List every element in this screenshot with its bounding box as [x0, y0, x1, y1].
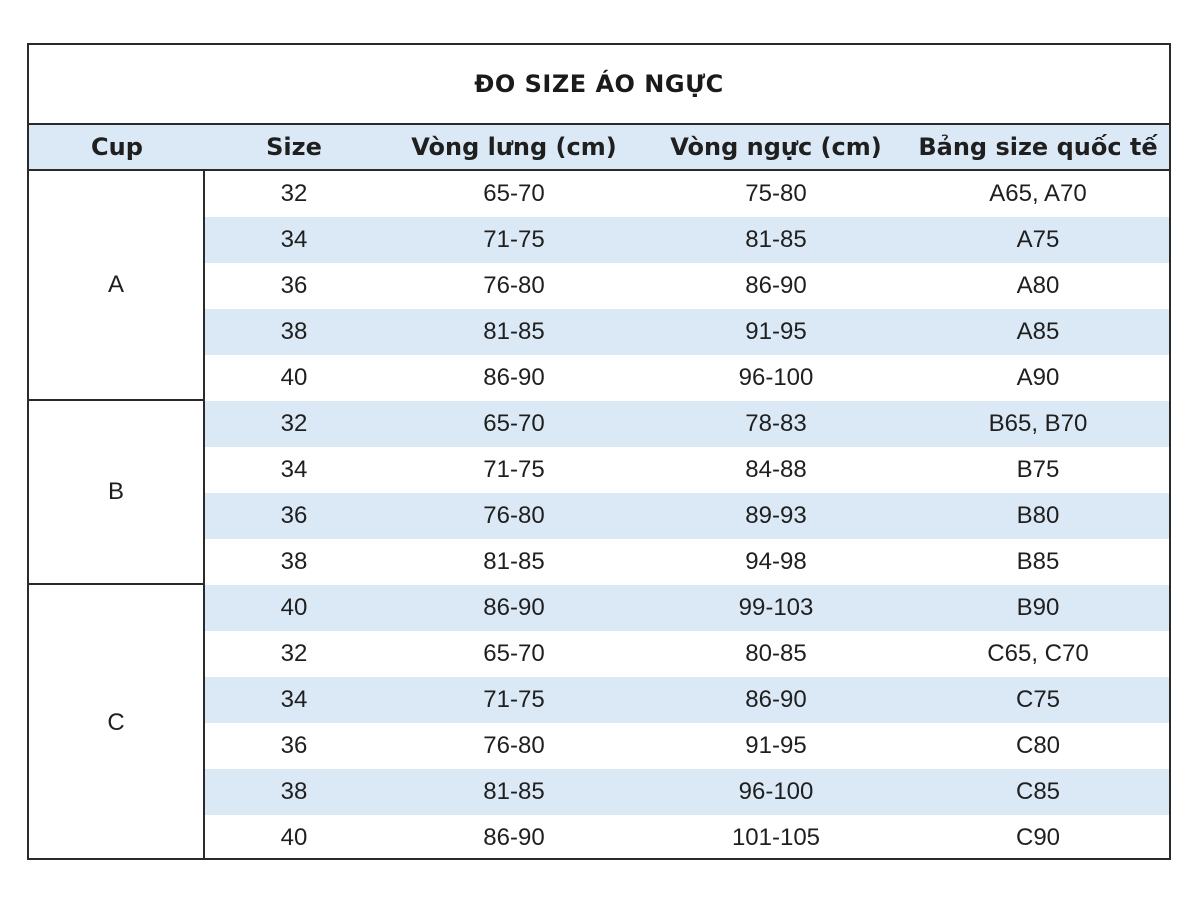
cell-size: 32	[280, 640, 308, 667]
cell-underbust: 86-90	[483, 824, 545, 851]
cell-underbust: 65-70	[483, 410, 545, 437]
cell-bust: 75-80	[745, 180, 807, 207]
header-row	[29, 125, 1169, 171]
table-row	[205, 723, 1169, 769]
cell-underbust: 86-90	[483, 364, 545, 391]
table-row	[205, 677, 1169, 723]
size-chart-table	[27, 43, 1171, 860]
cell-international-size: A65, A70	[989, 180, 1087, 207]
cell-bust: 99-103	[738, 594, 814, 621]
cell-size: 34	[280, 686, 308, 713]
cell-size: 36	[280, 502, 308, 529]
cell-international-size: A75	[1016, 226, 1060, 253]
header-cup: Cup	[91, 133, 143, 161]
cell-underbust: 65-70	[483, 640, 545, 667]
cell-size: 38	[280, 318, 308, 345]
cell-international-size: B75	[1016, 456, 1060, 483]
cell-size: 34	[280, 456, 308, 483]
cell-international-size: A85	[1016, 318, 1060, 345]
header-international-size: Bảng size quốc tế	[918, 133, 1158, 161]
cell-size: 38	[280, 778, 308, 805]
cell-underbust: 81-85	[483, 548, 545, 575]
table-row	[205, 263, 1169, 309]
cell-size: 40	[280, 594, 308, 621]
cell-underbust: 86-90	[483, 594, 545, 621]
cell-underbust: 71-75	[483, 226, 545, 253]
cell-international-size: C75	[1015, 686, 1061, 713]
cell-bust: 94-98	[745, 548, 807, 575]
cell-underbust: 81-85	[483, 778, 545, 805]
table-title: ĐO SIZE ÁO NGỰC	[29, 45, 1169, 125]
cell-size: 38	[280, 548, 308, 575]
cell-bust: 91-95	[745, 318, 807, 345]
cell-size: 36	[280, 272, 308, 299]
header-size: Size	[266, 133, 322, 161]
cell-size: 40	[280, 824, 308, 851]
cell-size: 40	[280, 364, 308, 391]
cell-international-size: C85	[1015, 778, 1061, 805]
cell-bust: 84-88	[745, 456, 807, 483]
cell-bust: 101-105	[731, 824, 821, 851]
table-row	[205, 309, 1169, 355]
table-row	[205, 815, 1169, 861]
header-underbust: Vòng lưng (cm)	[411, 133, 617, 161]
cell-international-size: A90	[1016, 364, 1060, 391]
cell-bust: 78-83	[745, 410, 807, 437]
cell-bust: 81-85	[745, 226, 807, 253]
cup-label: B	[29, 401, 205, 585]
table-row	[205, 493, 1169, 539]
table-row	[205, 539, 1169, 585]
table-row	[205, 217, 1169, 263]
table-row	[205, 769, 1169, 815]
cell-bust: 91-95	[745, 732, 807, 759]
table-row	[205, 447, 1169, 493]
cell-international-size: B80	[1016, 502, 1060, 529]
cell-bust: 96-100	[738, 364, 814, 391]
cell-underbust: 76-80	[483, 272, 545, 299]
cup-label: C	[29, 585, 205, 860]
cell-underbust: 76-80	[483, 502, 545, 529]
cell-international-size: C65, C70	[987, 640, 1089, 667]
table-row	[205, 631, 1169, 677]
cell-bust: 80-85	[745, 640, 807, 667]
cup-label: A	[29, 171, 205, 401]
table-body	[29, 171, 1169, 860]
cell-size: 32	[280, 180, 308, 207]
cell-underbust: 71-75	[483, 686, 545, 713]
cell-size: 32	[280, 410, 308, 437]
cell-underbust: 65-70	[483, 180, 545, 207]
cell-size: 34	[280, 226, 308, 253]
cell-bust: 96-100	[738, 778, 814, 805]
table-row	[205, 355, 1169, 401]
cell-bust: 86-90	[745, 686, 807, 713]
cell-international-size: A80	[1016, 272, 1060, 299]
cell-international-size: C80	[1015, 732, 1061, 759]
cell-international-size: B90	[1016, 594, 1060, 621]
table-row	[205, 171, 1169, 217]
header-bust: Vòng ngực (cm)	[670, 133, 882, 161]
cell-international-size: C90	[1015, 824, 1061, 851]
table-row	[205, 401, 1169, 447]
cell-international-size: B85	[1016, 548, 1060, 575]
table-row	[205, 585, 1169, 631]
cell-international-size: B65, B70	[988, 410, 1088, 437]
cell-bust: 89-93	[745, 502, 807, 529]
cell-bust: 86-90	[745, 272, 807, 299]
cell-underbust: 81-85	[483, 318, 545, 345]
cell-size: 36	[280, 732, 308, 759]
cell-underbust: 71-75	[483, 456, 545, 483]
cell-underbust: 76-80	[483, 732, 545, 759]
